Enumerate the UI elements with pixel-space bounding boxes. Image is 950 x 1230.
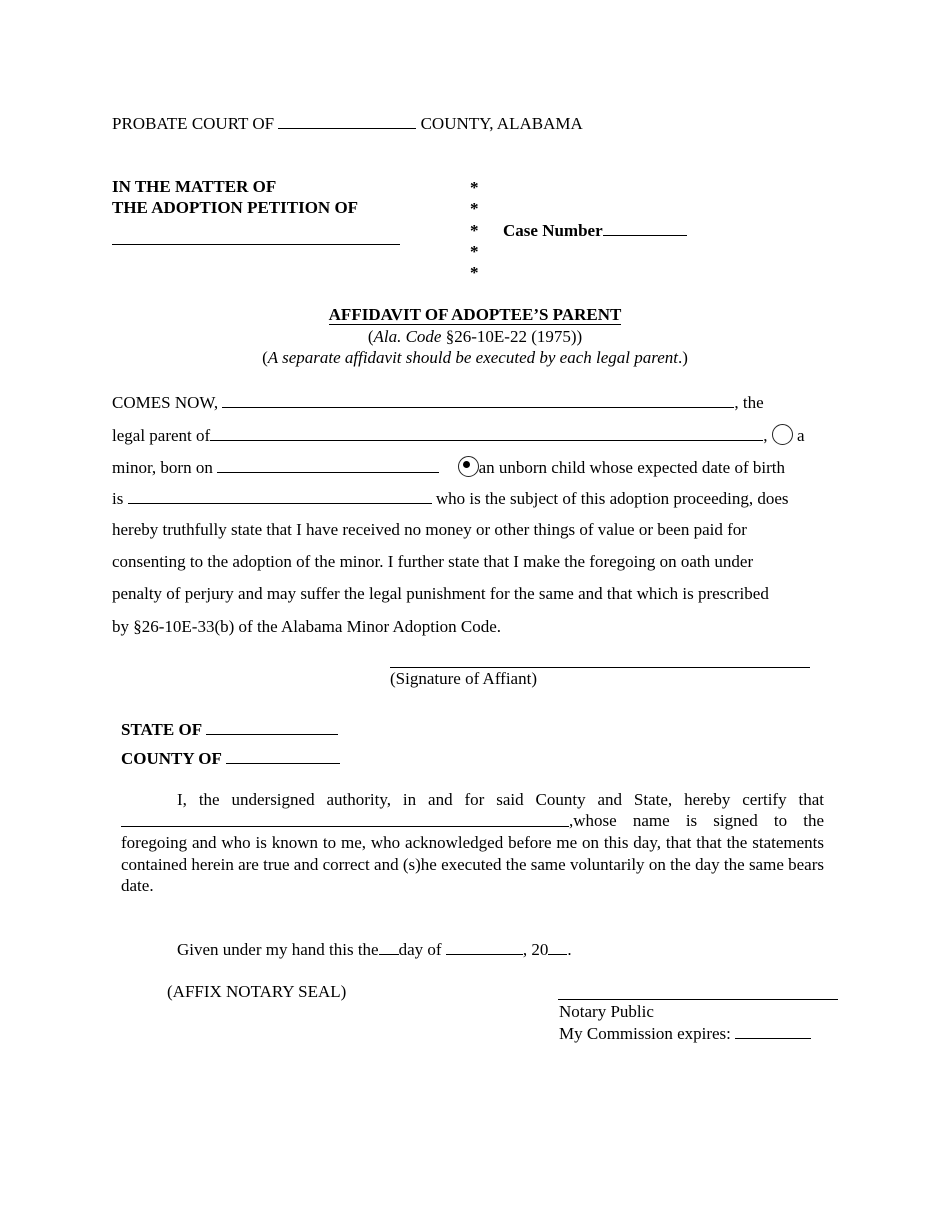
given-month-field[interactable] <box>446 939 523 955</box>
body-line-4: is who is the subject of this adoption proceeding, does <box>112 489 789 508</box>
signature-label: (Signature of Affiant) <box>390 669 537 688</box>
petitioner-name-field[interactable] <box>112 244 400 245</box>
body-line-7: penalty of perjury and may suffer the legal punishment for the same and that which is prescribed <box>112 584 769 603</box>
court-header <box>112 113 583 134</box>
court-prefix: PROBATE COURT OF <box>112 114 275 133</box>
given-under-hand: Given under my hand this the day of , 20 . <box>177 940 572 959</box>
birth-date-field[interactable] <box>217 457 439 473</box>
child-name-field[interactable] <box>210 425 763 441</box>
given-year-field[interactable] <box>548 939 567 955</box>
caption-star: * <box>470 263 479 282</box>
body-line-1: COMES NOW, , the <box>112 393 764 412</box>
minor-radio[interactable] <box>772 424 793 445</box>
citation-code: Ala. Code <box>373 327 442 346</box>
affidavit-title <box>0 305 950 325</box>
certify-rest: foregoing and who is known to me, who acknowledged before me on this day, that that the statements contained herein are true and correct and (s)he executed the same voluntarily on the day the same bears date. <box>121 833 824 895</box>
county-field[interactable] <box>226 748 340 764</box>
affiant-name-field[interactable] <box>222 392 734 408</box>
case-number-field[interactable] <box>603 220 687 236</box>
caption-line2: THE ADOPTION PETITION OF <box>112 198 359 217</box>
title-citation: (Ala. Code §26-10E-22 (1975)) <box>367 327 583 346</box>
affiant-signature-line[interactable] <box>390 667 810 668</box>
signer-name-field[interactable] <box>121 811 569 827</box>
case-number <box>503 220 687 241</box>
caption-star: * <box>470 178 479 197</box>
commission-date-field[interactable] <box>735 1023 811 1039</box>
commission-expires: My Commission expires: <box>559 1023 811 1044</box>
caption-star: * <box>470 221 479 240</box>
title-main: AFFIDAVIT OF ADOPTEE’S PARENT <box>328 305 622 324</box>
notary-signature-line[interactable] <box>558 999 838 1000</box>
certify-line-1: I, the undersigned authority, in and for said County and State, hereby certify that <box>177 790 824 809</box>
certify-line-2: ,whose name is signed to the <box>121 811 824 831</box>
notary-seal-label: (AFFIX NOTARY SEAL) <box>167 982 347 1001</box>
notary-public-label: Notary Public <box>559 1002 654 1021</box>
body-line-8: by §26-10E-33(b) of the Alabama Minor Adoption Code. <box>112 617 502 636</box>
county-name-field[interactable] <box>278 113 416 129</box>
caption-star: * <box>470 242 479 261</box>
body-line-5: hereby truthfully state that I have received no money or other things of value or been paid for <box>112 520 747 539</box>
court-suffix: COUNTY, ALABAMA <box>420 114 583 133</box>
citation-section: §26-10E-22 (1975)) <box>441 327 583 346</box>
body-line-6: consenting to the adoption of the minor. I further state that I make the foregoing on oath under <box>112 552 754 571</box>
case-number-label: Case Number <box>503 221 603 240</box>
state-of: STATE OF <box>121 719 338 740</box>
body-line-3: minor, born on an unborn child whose expected date of birth <box>112 458 785 477</box>
title-note: (A separate affidavit should be executed by each legal parent.) <box>262 348 688 367</box>
county-of: COUNTY OF <box>121 748 340 769</box>
note-text: A separate affidavit should be executed by each legal parent <box>267 348 678 367</box>
caption-line1: IN THE MATTER OF <box>112 177 277 196</box>
state-field[interactable] <box>206 719 338 735</box>
expected-birth-date-field[interactable] <box>128 488 432 504</box>
body-line-2: legal parent of , a <box>112 426 805 445</box>
caption-star: * <box>470 199 479 218</box>
unborn-radio[interactable] <box>458 456 479 477</box>
given-day-field[interactable] <box>379 939 399 955</box>
